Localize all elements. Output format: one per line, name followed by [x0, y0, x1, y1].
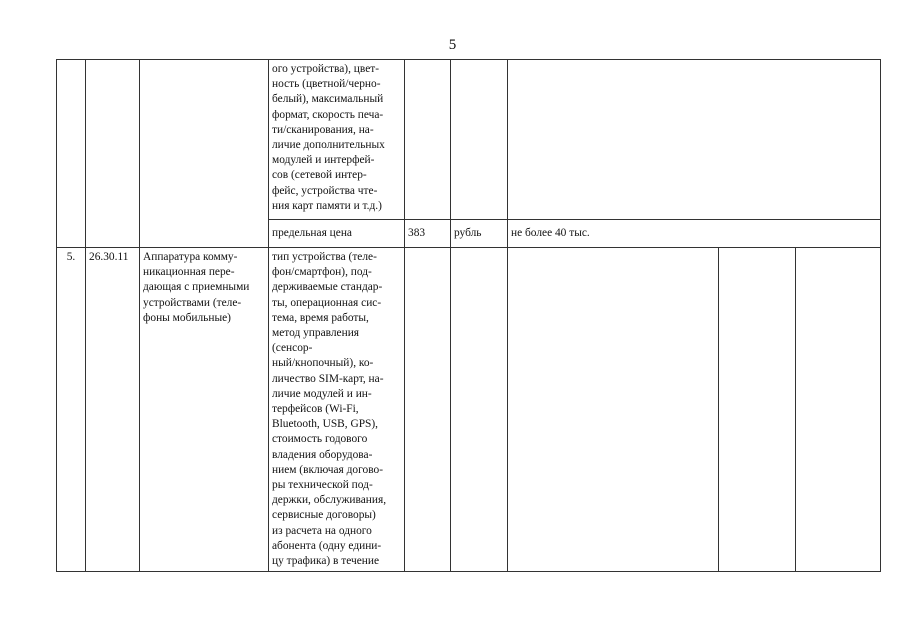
desc-line: фейс, устройства чте-: [272, 184, 378, 197]
desc-line: тема, время работы,: [272, 311, 369, 324]
cell-unit-empty: [451, 248, 508, 572]
desc-line: формат, скорость печа-: [272, 108, 384, 121]
desc-line: цу трафика) в течение: [272, 555, 380, 568]
cell-okpd-empty: [86, 60, 140, 248]
cell-unit-empty: [451, 60, 508, 220]
desc-line: тип устройства (теле-: [272, 251, 377, 263]
cell-num-empty: [57, 60, 86, 248]
desc-line: ти/сканирования, на-: [272, 123, 374, 136]
desc-line: ры технической под-: [272, 479, 373, 492]
cell-extra-empty: [796, 248, 881, 572]
table-row-5: [57, 248, 881, 572]
cell-okpd-code: 26.30.11: [86, 248, 140, 572]
desc-line: держки, обслуживания,: [272, 494, 387, 507]
desc-line: Bluetooth, USB, GPS),: [272, 418, 379, 431]
cell-price-label: предельная цена: [269, 220, 405, 248]
cell-extra-empty: [719, 248, 796, 572]
cell-value-empty: [508, 60, 881, 220]
cell-characteristics-continued: [269, 60, 405, 220]
cell-code-empty: [405, 60, 451, 220]
cell-item-name: [140, 248, 269, 572]
name-line: дающая с приемными: [143, 281, 250, 294]
name-line: устройствами (теле-: [143, 296, 242, 309]
cell-value-empty: [508, 248, 719, 572]
desc-line: владения оборудова-: [272, 448, 373, 461]
desc-line: терфейсов (Wi-Fi,: [272, 403, 359, 416]
desc-line: ния карт памяти и т.д.): [272, 199, 382, 212]
desc-line: абонента (одну едини-: [272, 539, 382, 552]
requirements-table: [56, 59, 881, 572]
cell-characteristics: [269, 248, 405, 572]
desc-line: нием (включая догово-: [272, 463, 384, 476]
page-number: 5: [448, 37, 457, 53]
desc-line: ты, операционная сис-: [272, 296, 382, 309]
desc-line: стоимость годового: [272, 433, 368, 446]
name-line: никационная пере-: [143, 266, 235, 279]
cell-code-empty: [405, 248, 451, 572]
desc-line: фон/смартфон), под-: [272, 266, 372, 279]
cell-price-unit: рубль: [451, 220, 508, 248]
name-line: Аппаратура комму-: [143, 251, 238, 263]
name-line: фоны мобильные): [143, 311, 231, 324]
cell-name-empty: [140, 60, 269, 248]
desc-line: модулей и интерфей-: [272, 154, 375, 167]
desc-line: белый), максимальный: [272, 93, 384, 106]
desc-line: личие дополнительных: [272, 139, 385, 152]
desc-line: ный/кнопочный), ко-: [272, 357, 374, 370]
desc-line: личие модулей и ин-: [272, 387, 372, 400]
desc-line: личество SIM-карт, на-: [272, 372, 384, 385]
table-row-continuation: [57, 60, 881, 220]
desc-line: сов (сетевой интер-: [272, 169, 367, 182]
desc-line: держиваемые стандар-: [272, 281, 383, 294]
cell-price-value: не более 40 тыс.: [508, 220, 881, 248]
desc-line: из расчета на одного: [272, 524, 372, 537]
desc-line: (сенсор-: [272, 342, 313, 355]
desc-line: сервисные договоры): [272, 509, 376, 522]
desc-line: метод управления: [272, 327, 360, 340]
cell-price-code: 383: [405, 220, 451, 248]
cell-row-number: 5.: [57, 248, 86, 572]
desc-line: ность (цветной/черно-: [272, 78, 381, 91]
desc-line: ого устройства), цвет-: [272, 63, 380, 75]
